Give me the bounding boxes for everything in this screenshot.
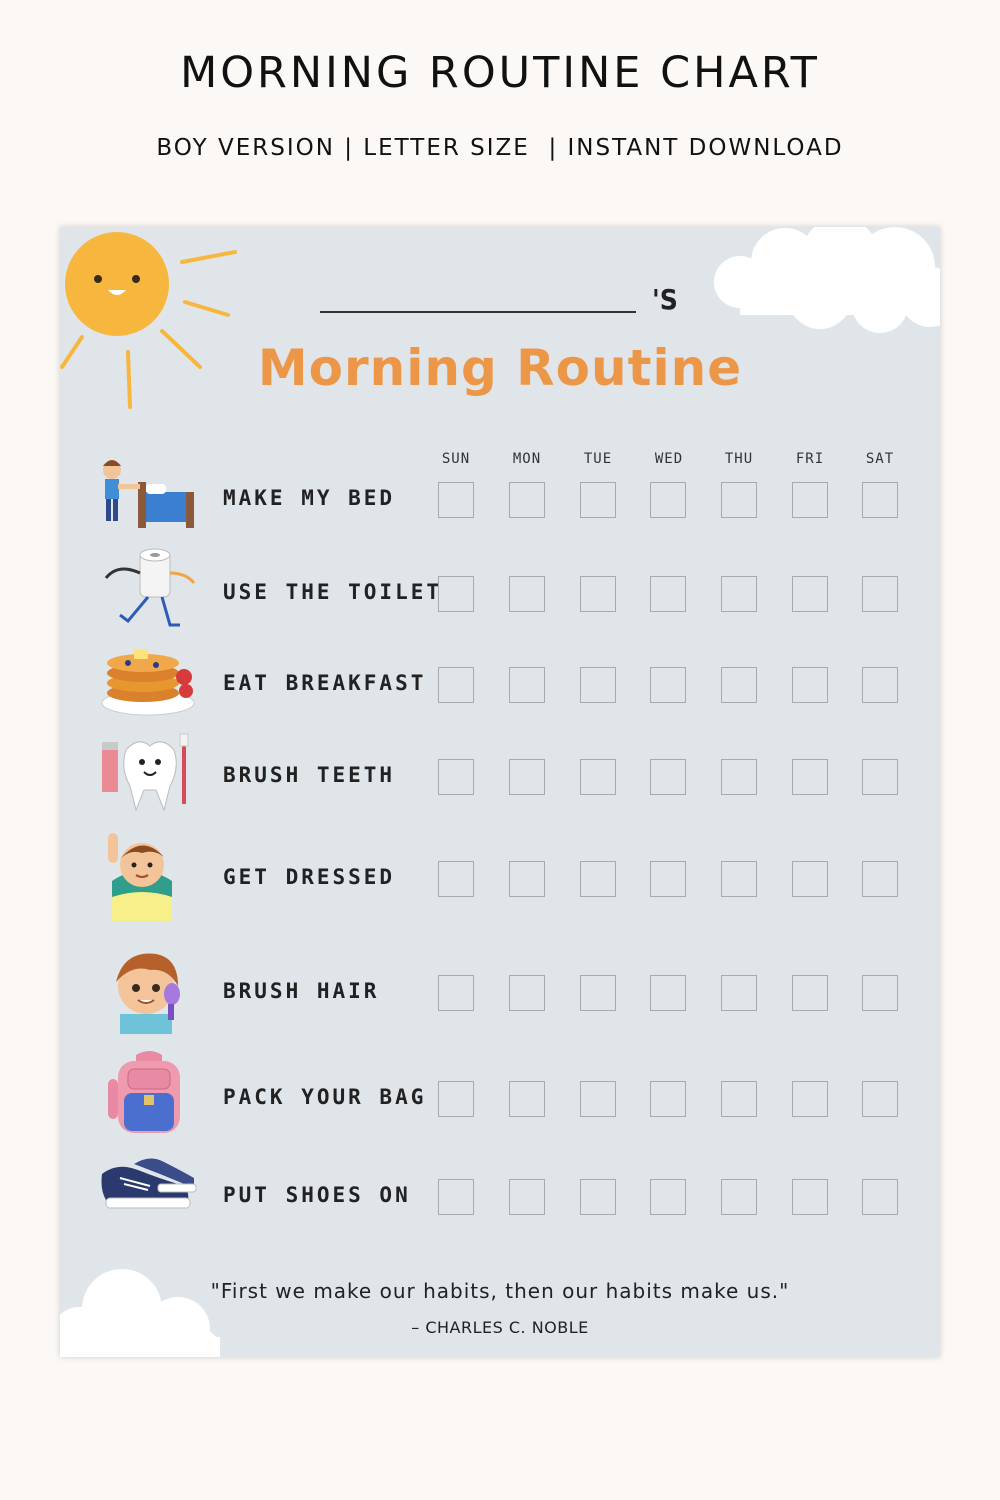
checkbox-wed[interactable] [650, 975, 686, 1011]
day-label-fri: FRI [795, 451, 825, 467]
checkbox-tue[interactable] [580, 1179, 616, 1215]
sheet-title: Morning Routine [257, 339, 743, 397]
checkbox-sun[interactable] [438, 759, 474, 795]
day-label-thu: THU [724, 451, 754, 467]
checkbox-tue[interactable] [580, 576, 616, 612]
name-possessive-suffix: 'S [652, 283, 678, 316]
task-label: PUT SHOES ON [223, 1183, 411, 1207]
checkbox-sat[interactable] [862, 1179, 898, 1215]
checkbox-sun[interactable] [438, 1179, 474, 1215]
task-row-toilet [60, 553, 940, 633]
cloud-icon [700, 227, 940, 337]
quote-text: "First we make our habits, then our habits make us." [210, 1279, 790, 1303]
checkbox-tue[interactable] [580, 482, 616, 518]
checkbox-thu[interactable] [721, 576, 757, 612]
toilet-paper-icon [98, 543, 198, 633]
day-label-wed: WED [654, 451, 684, 467]
page-subtitle: BOY VERSION | LETTER SIZE | INSTANT DOWNLOAD [156, 135, 844, 161]
quote-author: – CHARLES C. NOBLE [411, 1318, 589, 1337]
task-label: BRUSH HAIR [223, 979, 380, 1003]
task-label: BRUSH TEETH [223, 763, 396, 787]
task-row-brush-teeth [60, 738, 940, 818]
checkbox-tue[interactable] [580, 861, 616, 897]
checkbox-wed[interactable] [650, 759, 686, 795]
pancakes-icon [98, 633, 198, 723]
checkbox-fri[interactable] [792, 759, 828, 795]
checkbox-fri[interactable] [792, 1179, 828, 1215]
day-label-mon: MON [512, 451, 542, 467]
checkbox-wed[interactable] [650, 482, 686, 518]
task-label: MAKE MY BED [223, 486, 396, 510]
checkbox-mon[interactable] [509, 759, 545, 795]
checkbox-fri[interactable] [792, 482, 828, 518]
dressing-boy-icon [98, 831, 198, 921]
task-row-shoes [60, 1154, 940, 1234]
name-blank-line [320, 311, 636, 313]
task-row-get-dressed [60, 836, 940, 916]
checkbox-mon[interactable] [509, 1179, 545, 1215]
sneakers-icon [98, 1144, 198, 1234]
checkbox-sun[interactable] [438, 576, 474, 612]
checkbox-sun[interactable] [438, 482, 474, 518]
checkbox-sat[interactable] [862, 759, 898, 795]
checkbox-sat[interactable] [862, 1081, 898, 1117]
day-label-sat: SAT [865, 451, 895, 467]
checkbox-thu[interactable] [721, 861, 757, 897]
checkbox-thu[interactable] [721, 1179, 757, 1215]
checkbox-sat[interactable] [862, 975, 898, 1011]
checkbox-fri[interactable] [792, 861, 828, 897]
checkbox-tue[interactable] [580, 975, 616, 1011]
hairbrush-boy-icon [98, 944, 198, 1034]
checkbox-mon[interactable] [509, 667, 545, 703]
checkbox-thu[interactable] [721, 759, 757, 795]
checkbox-tue[interactable] [580, 667, 616, 703]
sun-icon [60, 227, 260, 427]
task-row-make-bed [60, 460, 940, 540]
checkbox-thu[interactable] [721, 975, 757, 1011]
checkbox-thu[interactable] [721, 667, 757, 703]
checkbox-fri[interactable] [792, 975, 828, 1011]
checkbox-fri[interactable] [792, 576, 828, 612]
bed-boy-icon [98, 452, 198, 542]
checkbox-sun[interactable] [438, 667, 474, 703]
checkbox-sat[interactable] [862, 861, 898, 897]
task-label: EAT BREAKFAST [223, 671, 427, 695]
checkbox-wed[interactable] [650, 1081, 686, 1117]
checkbox-sun[interactable] [438, 975, 474, 1011]
day-label-sun: SUN [441, 451, 471, 467]
checkbox-mon[interactable] [509, 576, 545, 612]
day-label-tue: TUE [583, 451, 613, 467]
checkbox-mon[interactable] [509, 1081, 545, 1117]
checkbox-sat[interactable] [862, 482, 898, 518]
checkbox-sat[interactable] [862, 576, 898, 612]
checkbox-tue[interactable] [580, 1081, 616, 1117]
task-row-breakfast [60, 645, 940, 725]
checkbox-mon[interactable] [509, 975, 545, 1011]
checkbox-mon[interactable] [509, 861, 545, 897]
task-label: GET DRESSED [223, 865, 396, 889]
checkbox-tue[interactable] [580, 759, 616, 795]
task-row-pack-bag [60, 1055, 940, 1135]
checkbox-thu[interactable] [721, 482, 757, 518]
checkbox-wed[interactable] [650, 576, 686, 612]
task-label: USE THE TOILET [223, 580, 443, 604]
checkbox-wed[interactable] [650, 1179, 686, 1215]
checkbox-mon[interactable] [509, 482, 545, 518]
checkbox-sun[interactable] [438, 861, 474, 897]
task-label: PACK YOUR BAG [223, 1085, 427, 1109]
checkbox-sun[interactable] [438, 1081, 474, 1117]
page-title: MORNING ROUTINE CHART [180, 48, 820, 98]
checkbox-sat[interactable] [862, 667, 898, 703]
routine-chart-sheet [60, 227, 940, 1357]
checkbox-fri[interactable] [792, 1081, 828, 1117]
checkbox-wed[interactable] [650, 861, 686, 897]
checkbox-thu[interactable] [721, 1081, 757, 1117]
checkbox-fri[interactable] [792, 667, 828, 703]
checkbox-wed[interactable] [650, 667, 686, 703]
tooth-icon [98, 728, 198, 818]
backpack-icon [98, 1049, 198, 1139]
task-row-brush-hair [60, 949, 940, 1029]
